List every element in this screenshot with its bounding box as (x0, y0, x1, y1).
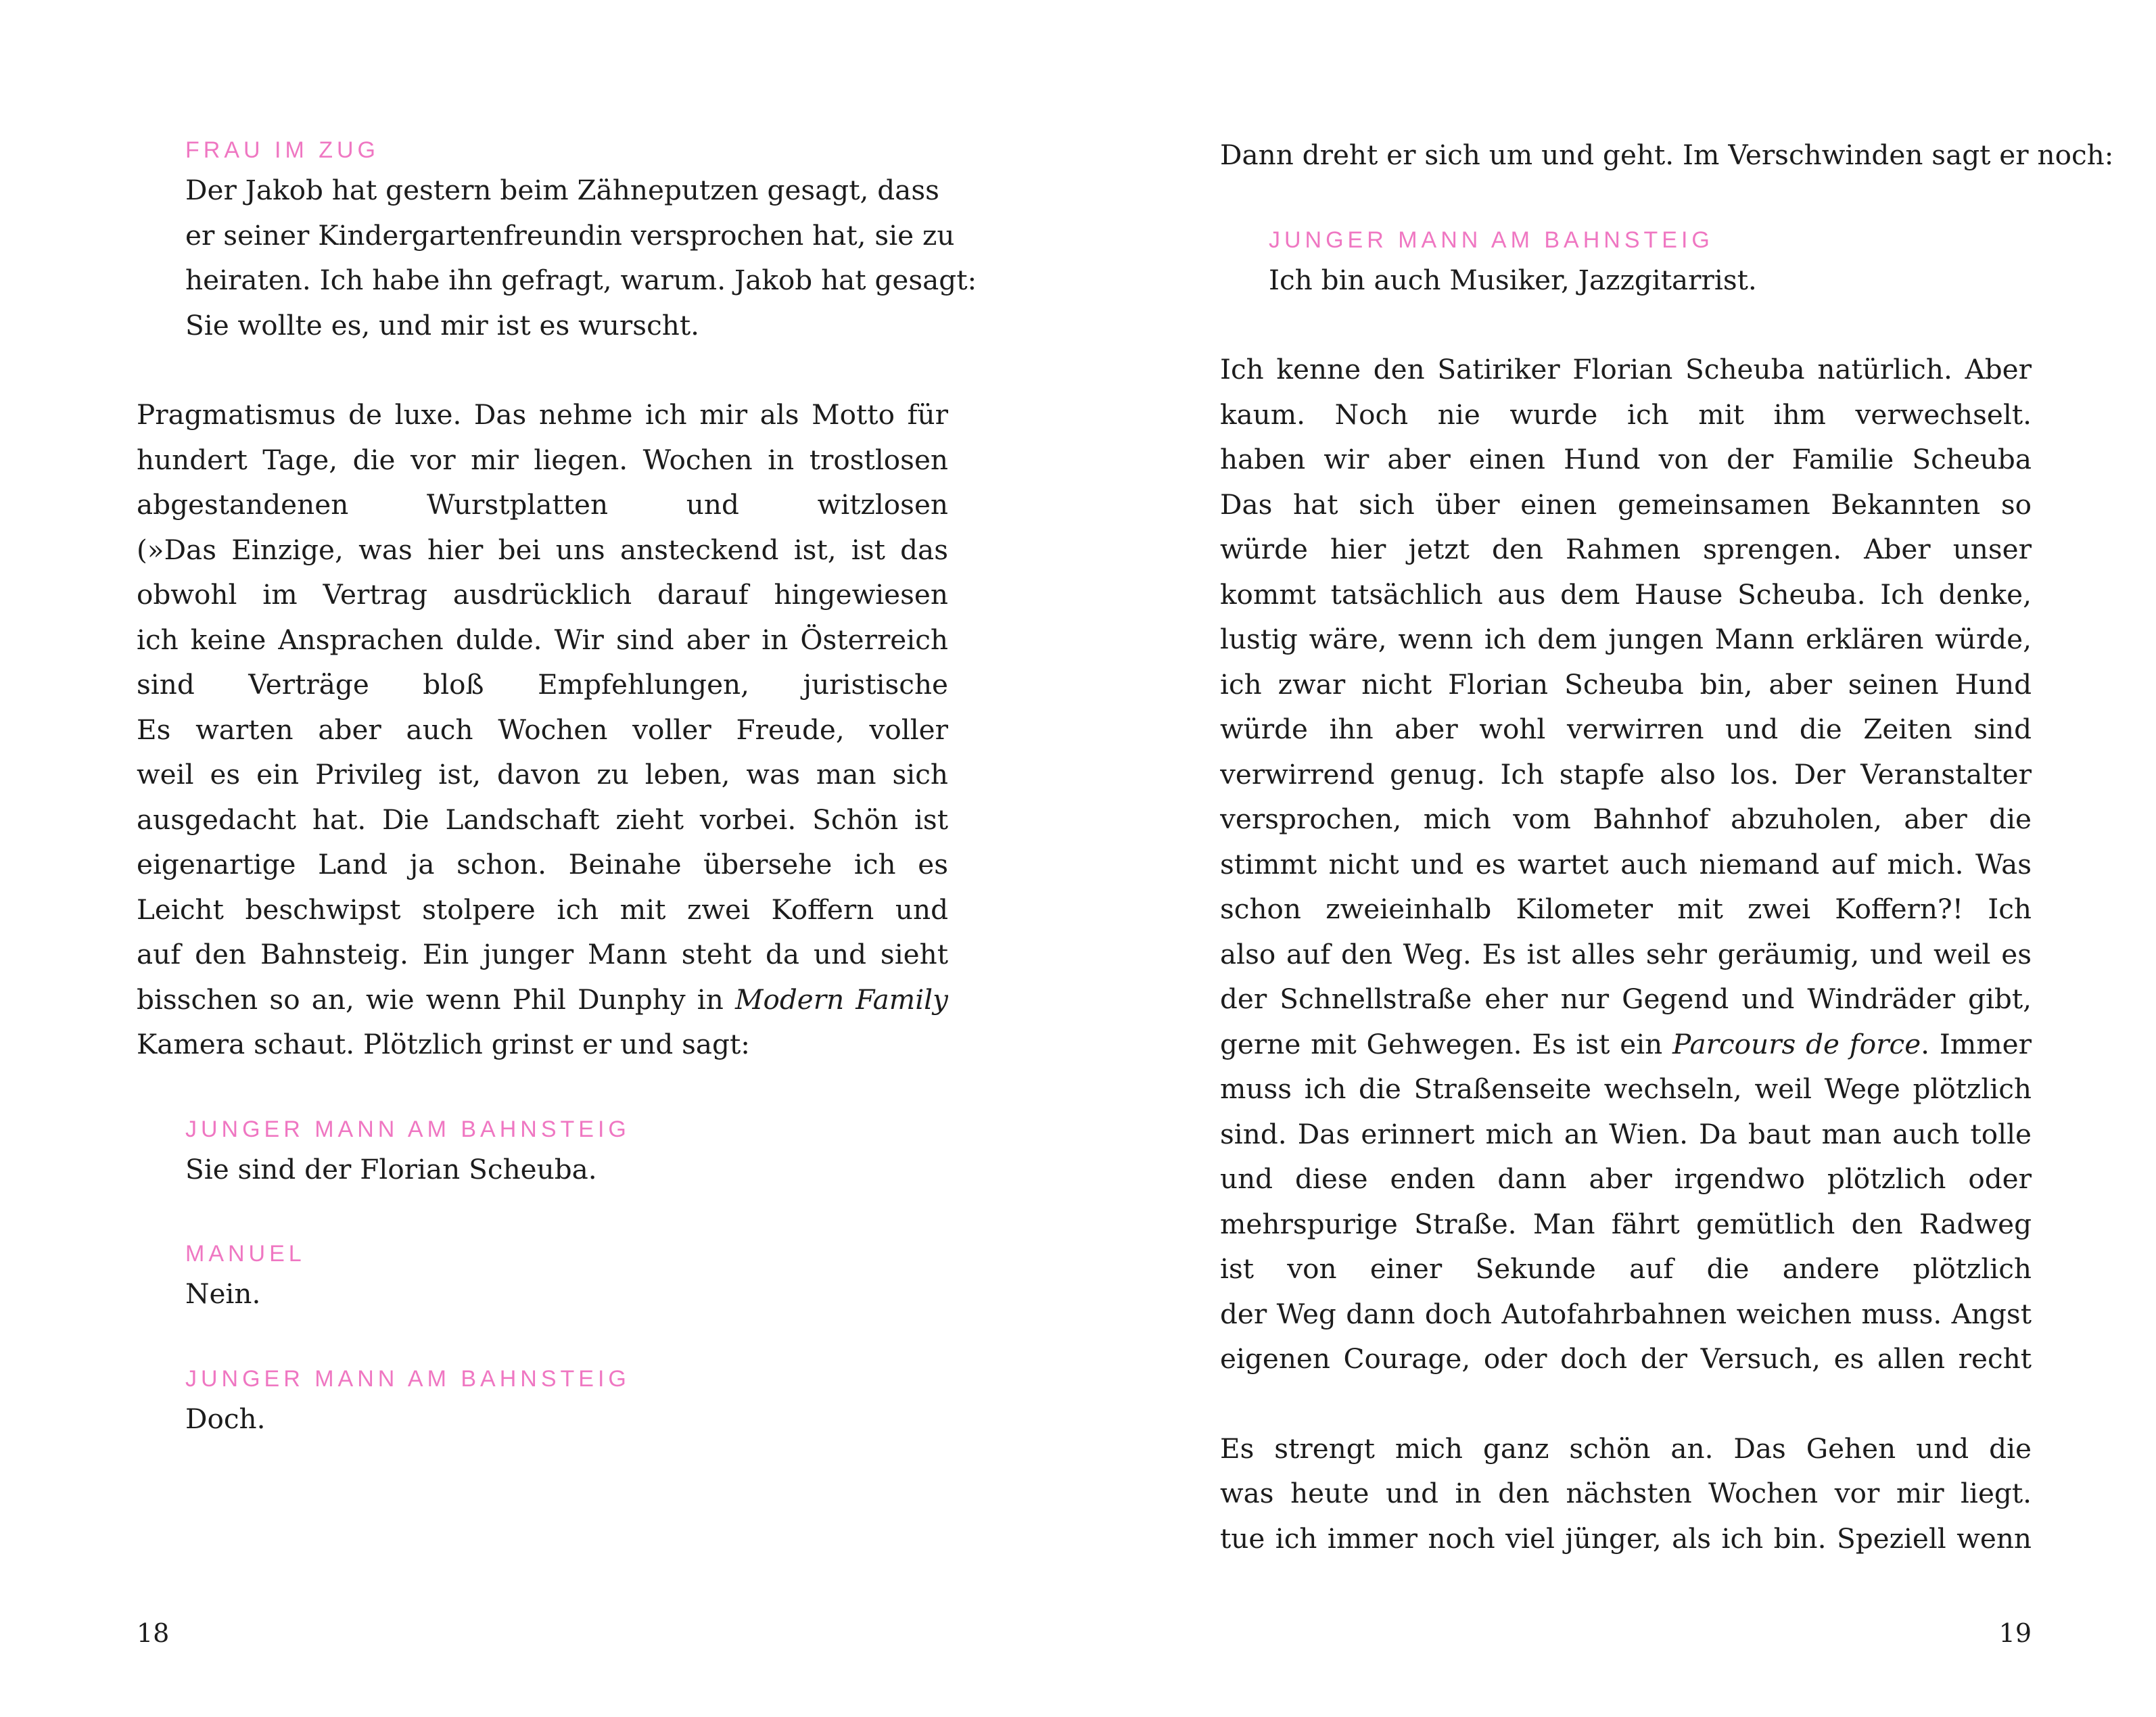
dialogue-block (137, 1236, 948, 1317)
text-line (137, 977, 948, 1022)
text-line: würde ihn aber wohl verwirren und die Zeiten sind (1220, 713, 2032, 745)
speech-text (185, 1271, 929, 1317)
text-line: sind Verträge bloß Empfehlungen, juristische (137, 668, 948, 701)
text-line: Ich kenne den Satiriker Florian Scheuba natürlich. Aber (1220, 353, 2032, 385)
text-line: heiraten. Ich habe ihn gefragt, warum. Jakob hat gesagt: (185, 264, 977, 296)
text-line: ich keine Ansprachen dulde. Wir sind aber in Österreich (137, 623, 948, 656)
left-column (137, 133, 977, 1441)
text-line: schon zweieinhalb Kilometer mit zwei Koffern?! Ich (1220, 893, 2032, 925)
italic-phrase: Parcours de force (1672, 1027, 1921, 1060)
text-line: lustig wäre, wenn ich dem jungen Mann erklären würde, (1220, 623, 2032, 655)
text-line: Es warten aber auch Wochen voller Freude, voller (137, 713, 948, 746)
text-line: hundert Tage, die vor mir liegen. Wochen in trostlosen (137, 443, 948, 476)
speech-text (185, 1147, 929, 1192)
text-line: Nein. (185, 1277, 261, 1310)
text-line: tue ich immer noch viel jünger, als ich bin. Speziell wenn (1220, 1522, 2032, 1555)
text-line: versprochen, mich vom Bahnhof abzuholen, aber die (1220, 803, 2032, 835)
text-line: ich zwar nicht Florian Scheuba bin, aber seinen Hund (1220, 667, 2032, 701)
speaker-name: JUNGER MANN AM BAHNSTEIG (1269, 227, 1714, 253)
text-line: der Schnellstraße eher nur Gegend und Windräder gibt, (1220, 983, 2032, 1015)
speech-text (185, 168, 977, 348)
text-line: er seiner Kindergartenfreundin versprochen hat, sie zu (185, 218, 955, 252)
right-column (1220, 133, 2114, 1561)
body-paragraph (1220, 1426, 2032, 1561)
text-line: der Weg dann doch Autofahrbahnen weichen muss. Angst (1220, 1297, 2032, 1330)
text-line: Es strengt mich ganz schön an. Das Gehen und die (1220, 1432, 2032, 1465)
text-line: sind. Das erinnert mich an Wien. Da baut man auch tolle (1220, 1117, 2032, 1150)
speech-text (1269, 258, 2013, 303)
speaker-name: JUNGER MANN AM BAHNSTEIG (185, 1116, 630, 1142)
page-number: 19 (1998, 1618, 2032, 1648)
text-run: bisschen so an, wie wenn Phil Dunphy in (137, 983, 735, 1016)
text-line: Ich bin auch Musiker, Jazzgitarrist. (1269, 263, 1757, 296)
text-line: verwirrend genug. Ich stapfe also los. Der Veranstalter (1220, 757, 2032, 791)
text-line: Doch. (185, 1402, 266, 1435)
text-line: (»Das Einzige, was hier bei uns ansteckend ist, ist das (137, 533, 948, 566)
text-line: eigenen Courage, oder doch der Versuch, es allen recht (1220, 1342, 2032, 1375)
text-line: Das hat sich über einen gemeinsamen Bekannten so (1220, 488, 2032, 521)
text-line: und diese enden dann aber irgendwo plötzlich oder (1220, 1162, 2032, 1195)
text-line: obwohl im Vertrag ausdrücklich darauf hingewiesen (137, 578, 948, 611)
text-run: gerne mit Gehwegen. Es ist ein (1220, 1027, 1673, 1060)
dialogue-block (137, 133, 977, 348)
text-line: Dann dreht er sich um und geht. Im Verschwinden sagt er noch: (1220, 139, 2114, 171)
text-line (1220, 1022, 2032, 1067)
text-line: Sie wollte es, und mir ist es wurscht. (185, 308, 699, 342)
text-line: eigenartige Land ja schon. Beinahe übersehe ich es (137, 848, 948, 880)
text-line: Kamera schaut. Plötzlich grinst er und sagt: (137, 1028, 750, 1060)
text-line: auf den Bahnsteig. Ein junger Mann steht da und sieht (137, 938, 948, 970)
speech-text (185, 1396, 929, 1442)
text-run: . Immer (1921, 1027, 2032, 1060)
text-line: würde hier jetzt den Rahmen sprengen. Aber unser (1220, 533, 2032, 565)
text-line: Pragmatismus de luxe. Das nehme ich mir als Motto für (137, 398, 948, 431)
text-line: muss ich die Straßenseite wechseln, weil Wege plötzlich (1220, 1073, 2032, 1105)
text-line: mehrspurige Straße. Man fährt gemütlich den Radweg (1220, 1207, 2032, 1240)
text-line: stimmt nicht und es wartet auch niemand auf mich. Was (1220, 847, 2032, 880)
speaker-name: FRAU IM ZUG (185, 137, 379, 163)
text-line: Leicht beschwipst stolpere ich mit zwei Koffern und (137, 893, 948, 926)
text-line: weil es ein Privileg ist, davon zu leben, was man sich (137, 758, 948, 791)
speaker-name: MANUEL (185, 1241, 306, 1267)
dialogue-block (137, 1112, 948, 1192)
text-line: was heute und in den nächsten Wochen vor mir liegt. (1220, 1477, 2032, 1509)
text-line: kaum. Noch nie wurde ich mit ihm verwechselt. (1220, 398, 2032, 431)
dialogue-block (137, 1361, 948, 1442)
body-paragraph (137, 392, 948, 1067)
text-line: kommt tatsächlich aus dem Hause Scheuba. Ich denke, (1220, 578, 2032, 611)
text-line: Der Jakob hat gestern beim Zähneputzen gesagt, dass (185, 174, 939, 206)
italic-title: Modern Family (734, 983, 948, 1016)
dialogue-block (1220, 222, 2032, 303)
text-line: haben wir aber einen Hund von der Familie Scheuba (1220, 443, 2032, 475)
text-line: also auf den Weg. Es ist alles sehr geräumig, und weil es (1220, 937, 2032, 970)
right-page (1078, 0, 2156, 1717)
text-line: ausgedacht hat. Die Landschaft zieht vorbei. Schön ist (137, 803, 948, 836)
speaker-name: JUNGER MANN AM BAHNSTEIG (185, 1365, 630, 1392)
page-number: 18 (137, 1618, 170, 1648)
text-line: ist von einer Sekunde auf die andere plötzlich (1220, 1252, 2032, 1285)
text-line: abgestandenen Wurstplatten und witzlosen (137, 488, 948, 521)
body-paragraph (1220, 347, 2032, 1382)
intro-line (1220, 133, 2114, 178)
text-line: Sie sind der Florian Scheuba. (185, 1152, 597, 1185)
